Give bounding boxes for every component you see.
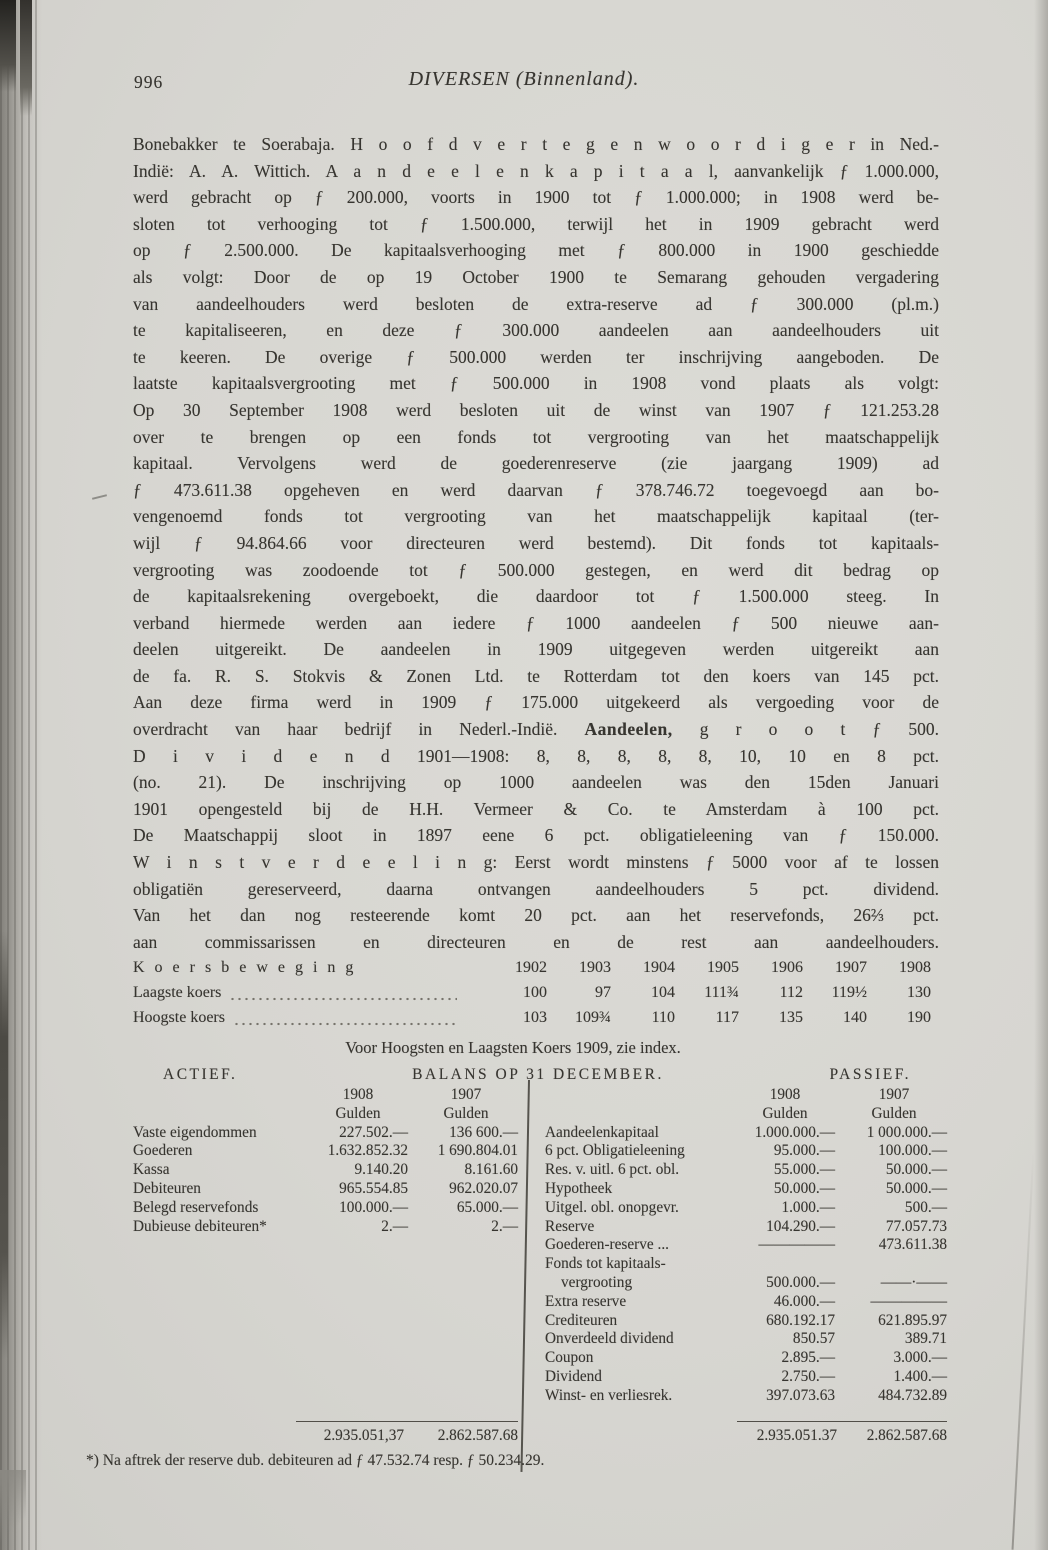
hoogste-values [483, 1009, 931, 1027]
balance-value-1908: 850.57 [792, 1330, 835, 1348]
actief-rows [133, 1124, 518, 1237]
balance-value-1908: 104.290.— [766, 1217, 835, 1235]
balance-row [545, 1255, 947, 1274]
koers-value: 130 [907, 984, 931, 1001]
balance-row-label: Vaste eigendommen [133, 1123, 257, 1141]
balance-row-label: vergrooting [561, 1273, 633, 1291]
balance-value-1908: 55.000.— [773, 1161, 835, 1179]
balance-value-1907: 962.020.07 [449, 1179, 518, 1197]
balance-row [545, 1199, 947, 1218]
balance-row-label: Reserve [545, 1217, 595, 1235]
text-line: vergrooting was zoodoende tot ƒ 500.000 gestegen, en werd dit bedrag op [133, 559, 939, 580]
koers-year: 1904 [643, 959, 675, 976]
balance-value-1907: 2.— [491, 1217, 518, 1235]
total-rule [737, 1421, 947, 1422]
total-rule [296, 1421, 518, 1422]
balance-row-label: Extra reserve [545, 1292, 627, 1310]
running-header: DIVERSEN (Binnenland). [408, 68, 640, 90]
pencil-tick-mark [92, 494, 107, 500]
koers-value: 104 [651, 984, 675, 1001]
text-line: ƒ 473.611.38 opgeheven en werd daarvan ƒ 378.746.72 toegevoegd aan bo- [133, 479, 939, 500]
balance-value-1907: 484.732.89 [878, 1386, 947, 1404]
balance-row [545, 1274, 947, 1293]
koers-value: 103 [523, 1009, 547, 1026]
koers-value: 140 [843, 1009, 867, 1026]
balance-row [545, 1330, 947, 1349]
page-number: 996 [134, 72, 164, 92]
text-line: Op 30 September 1908 werd besloten uit de winst van 1907 ƒ 121.253.28 [133, 399, 939, 420]
column-unit: Gulden [443, 1104, 489, 1122]
balance-row [545, 1312, 947, 1331]
text-line: wijl ƒ 94.864.66 voor directeuren werd bestemd). Dit fonds tot kapitaals- [133, 532, 939, 553]
text-line: W i n s t v e r d e e l i n g: Eerst wordt minstens ƒ 5000 voor af te lossen [133, 852, 939, 873]
text-line: te keeren. De overige ƒ 500.000 werden ter inschrijving aangeboden. De [133, 346, 939, 367]
text-line: Aan deze firma werd in 1909 ƒ 175.000 uitgekeerd als vergoeding voor de [133, 692, 939, 713]
laagste-koers-label: Laagste koers [133, 984, 222, 1001]
balance-value-1908: 680.192.17 [766, 1311, 835, 1329]
balance-value-1907: 100.000.— [878, 1142, 947, 1160]
balance-row-label: Crediteuren [545, 1311, 618, 1329]
footnote: *) Na aftrek der reserve dub. debiteuren ad ƒ 47.532.74 resp. ƒ 50.234.29. [86, 1452, 545, 1469]
balance-row [545, 1180, 947, 1199]
text-line: verband hiermede werden aan iedere ƒ 1000 aandeelen ƒ 500 nieuwe aan- [133, 612, 939, 633]
year-header-row [545, 1086, 947, 1105]
koers-laagste-row [133, 984, 943, 1009]
balance-row [545, 1142, 947, 1161]
balance-value-1907: ——·—— [880, 1273, 947, 1291]
text-line-aandeelen [133, 716, 939, 743]
balance-value-1908: 1.000.000.— [754, 1123, 835, 1141]
column-year-1908: 1908 [769, 1086, 801, 1103]
balance-row-label: Dividend [545, 1367, 602, 1385]
balance-row-label: Res. v. uitl. 6 pct. obl. [545, 1161, 680, 1179]
text-segment: g r o o t ƒ 500. [672, 719, 939, 740]
article-body [133, 131, 939, 955]
balance-value-1907: 8.161.60 [464, 1161, 518, 1179]
actief-total-1907: 2.862.587.68 [437, 1427, 518, 1444]
balance-value-1907: 621.895.97 [878, 1311, 947, 1329]
text-line: Bonebakker te Soerabaja. H o o f d v e r t e g e n w o o r d i g e r in Ned.- [133, 134, 939, 154]
balance-row-label: Coupon [545, 1349, 594, 1367]
balance-value-1908: 1.000.— [781, 1198, 835, 1216]
balance-value-1907: ————— [870, 1292, 947, 1310]
balance-row-label: Dubieuse debiteuren* [133, 1217, 267, 1235]
page-curl-line [1012, 1150, 1035, 1550]
balance-value-1907: 50.000.— [885, 1179, 947, 1197]
koers-years [483, 959, 931, 977]
passief-table [545, 1086, 947, 1406]
balance-row-label: Aandeelenkapitaal [545, 1123, 659, 1141]
text-line: kapitaal. Vervolgens werd de goederenreserve (zie jaargang 1909) ad [133, 453, 939, 474]
text-line: de kapitaalsrekening overgeboekt, die daardoor tot ƒ 1.500.000 steeg. In [133, 586, 939, 607]
balance-value-1908: ————— [758, 1236, 835, 1254]
balance-row-label: Fonds tot kapitaals- [545, 1255, 666, 1273]
koers-year: 1902 [515, 959, 547, 976]
text-line: laatste kapitaalsvergrooting met ƒ 500.000 in 1908 vond plaats als volgt: [133, 373, 939, 394]
koers-value: 190 [907, 1009, 931, 1026]
balance-row-label: Kassa [133, 1161, 170, 1179]
column-year-1908: 1908 [342, 1086, 374, 1103]
text-line: obligatiën gereserveerd, daarna ontvangen aandeelhouders 5 pct. dividend. [133, 878, 939, 899]
laagste-values [483, 984, 931, 1002]
text-line: te kapitaliseeren, en deze ƒ 300.000 aandeelen aan aandeelhouders uit [133, 320, 939, 341]
text-line: (no. 21). De inschrijving op 1000 aandeelen was den 15den Januari [133, 772, 939, 793]
unit-header-row [133, 1105, 518, 1124]
koers-value: 119½ [831, 984, 867, 1001]
balance-row-label: 6 pct. Obligatieleening [545, 1142, 685, 1160]
year-header-row [133, 1086, 518, 1105]
passief-total [737, 1421, 947, 1445]
balance-value-1908: 2.895.— [781, 1349, 835, 1367]
text-line: deelen uitgereikt. De aandeelen in 1909 uitgegeven werden uitgereikt aan [133, 639, 939, 660]
koers-value: 135 [779, 1009, 803, 1026]
koers-value: 109¾ [575, 1009, 611, 1026]
scan-edge-shadow [1034, 0, 1048, 1550]
koers-year: 1903 [579, 959, 611, 976]
balance-row-label: Onverdeeld dividend [545, 1330, 674, 1348]
koers-value: 110 [651, 1009, 675, 1026]
text-line: Indië: A. A. Wittich. A a n d e e l e n k a p i t a a l, aanvankelijk ƒ 1.000.000, [133, 160, 939, 181]
balance-value-1907: 1.400.— [893, 1367, 947, 1385]
balance-row [133, 1161, 518, 1180]
passief-heading: PASSIEF. [829, 1066, 911, 1083]
balance-value-1907: 473.611.38 [878, 1236, 947, 1254]
balance-row-label: Goederen [133, 1142, 193, 1160]
text-line: sloten tot verhooging tot ƒ 1.500.000, terwijl het in 1909 gebracht werd [133, 213, 939, 234]
balance-row [133, 1180, 518, 1199]
koers-year: 1907 [835, 959, 867, 976]
balance-row [545, 1218, 947, 1237]
hoogste-koers-label: Hoogste koers [133, 1009, 225, 1026]
balance-header [133, 1066, 943, 1086]
balance-row-label: Debiteuren [133, 1179, 201, 1197]
balance-row [133, 1142, 518, 1161]
balance-row [545, 1368, 947, 1387]
scan-edge-mark [0, 930, 8, 1360]
text-segment: overdracht van haar bedrijf in Nederl.-Indië. [133, 719, 585, 740]
balance-value-1908: 50.000.— [773, 1179, 835, 1197]
balance-value-1908: 1.632.852.32 [327, 1142, 408, 1160]
koers-value: 100 [523, 984, 547, 1001]
column-unit: Gulden [335, 1104, 381, 1122]
text-line: op ƒ 2.500.000. De kapitaalsverhooging met ƒ 800.000 in 1900 geschiedde [133, 240, 939, 261]
balance-value-1907: 500.— [904, 1198, 947, 1216]
balance-row [133, 1199, 518, 1218]
balance-column-divider [520, 1080, 529, 1472]
balance-value-1908: 9.140.20 [354, 1161, 408, 1179]
koers-year: 1905 [707, 959, 739, 976]
balance-row [545, 1161, 947, 1180]
balance-value-1907: 50.000.— [885, 1161, 947, 1179]
balance-value-1908: 500.000.— [766, 1273, 835, 1291]
balance-row-label: Goederen-reserve ... [545, 1236, 670, 1254]
koers-year: 1906 [771, 959, 803, 976]
balance-row [545, 1124, 947, 1143]
text-line: Van het dan nog resteerende komt 20 pct. aan het reservefonds, 26⅔ pct. [133, 905, 939, 926]
balance-row-label: Uitgel. obl. onopgevr. [545, 1198, 679, 1216]
balance-row [133, 1218, 518, 1237]
text-line: De Maatschappij sloot in 1897 eene 6 pct. obligatieleening van ƒ 150.000. [133, 825, 939, 846]
balance-row-label: Hypotheek [545, 1179, 613, 1197]
text-line: van aandeelhouders werd besloten de extra-reserve ad ƒ 300.000 (pl.m.) [133, 293, 939, 314]
passief-total-1907: 2.862.587.68 [866, 1427, 947, 1444]
text-line: over te brengen op een fonds tot vergrooting van het maatschappelijk [133, 426, 939, 447]
column-unit: Gulden [871, 1104, 917, 1122]
balance-value-1907: 65.000.— [456, 1198, 518, 1216]
koers-year: 1908 [899, 959, 931, 976]
balance-value-1907: 389.71 [904, 1330, 947, 1348]
balance-value-1908: 2.750.— [781, 1367, 835, 1385]
balance-row-label: Winst- en verliesrek. [545, 1386, 673, 1404]
text-line: aan commissarissen en directeuren en de rest aan aandeelhouders. [133, 931, 939, 952]
dotted-leader [233, 1009, 457, 1027]
unit-header-row [545, 1105, 947, 1124]
balance-title: BALANS OP 31 DECEMBER. [412, 1066, 664, 1083]
koers-title: K o e r s b e w e g i n g [133, 959, 357, 976]
koersbeweging-table [133, 959, 943, 1058]
dotted-leader [229, 984, 457, 1002]
paragraph-block [133, 743, 939, 956]
balance-value-1907: 77.057.73 [885, 1217, 947, 1235]
text-line: als volgt: Door de op 19 October 1900 te Semarang gehouden vergadering [133, 266, 939, 287]
text-line: 1901 opengesteld bij de H.H. Vermeer & Co. te Amsterdam à 100 pct. [133, 798, 939, 819]
balance-value-1907: 136 600.— [449, 1123, 518, 1141]
balance-value-1908: 100.000.— [339, 1198, 408, 1216]
balance-row [545, 1349, 947, 1368]
scan-edge-mark [20, 0, 32, 116]
actief-total-1908: 2.935.051,37 [323, 1427, 404, 1444]
text-line: werd gebracht op ƒ 200.000, voorts in 1900 tot ƒ 1.000.000; in 1908 werd be- [133, 187, 939, 208]
balance-value-1908: 397.073.63 [766, 1386, 835, 1404]
column-year-1907: 1907 [878, 1086, 910, 1103]
text-line: vengenoemd fonds tot vergrooting van het maatschappelijk kapitaal (ter- [133, 506, 939, 527]
balance-value-1907: 1 690.804.01 [437, 1142, 518, 1160]
balance-value-1908: 95.000.— [773, 1142, 835, 1160]
aandeelen-keyword: Aandeelen, [584, 719, 673, 740]
koers-value: 97 [595, 984, 611, 1001]
balance-row-label: Belegd reservefonds [133, 1198, 259, 1216]
passief-total-1908: 2.935.051.37 [756, 1427, 837, 1444]
column-year-1907: 1907 [450, 1086, 482, 1103]
balance-value-1907: 1 000.000.— [866, 1123, 947, 1141]
actief-total [296, 1421, 518, 1445]
column-unit: Gulden [762, 1104, 808, 1122]
actief-table [133, 1086, 518, 1236]
koers-hoogste-row [133, 1009, 943, 1034]
actief-heading: ACTIEF. [163, 1066, 238, 1083]
koers-value: 117 [715, 1009, 739, 1026]
koers-index-note: Voor Hoogsten en Laagsten Koers 1909, zie index. [345, 1038, 681, 1057]
balance-row [133, 1124, 518, 1143]
text-line: de fa. R. S. Stokvis & Zonen Ltd. te Rotterdam tot den koers van 145 pct. [133, 665, 939, 686]
paragraph-block [133, 131, 939, 716]
koers-value: 112 [779, 984, 803, 1001]
balance-row [545, 1293, 947, 1312]
balance-value-1908: 46.000.— [773, 1292, 835, 1310]
balance-row [545, 1236, 947, 1255]
scan-edge-mark [0, 1470, 26, 1550]
balance-value-1908: 2.— [381, 1217, 408, 1235]
balance-row [545, 1387, 947, 1406]
balance-value-1907: 3.000.— [893, 1349, 947, 1367]
koers-value: 111¾ [704, 984, 739, 1001]
balance-value-1908: 965.554.85 [339, 1179, 408, 1197]
text-line: D i v i d e n d 1901—1908: 8, 8, 8, 8, 8, 10, 10 en 8 pct. [133, 745, 939, 766]
passief-rows [545, 1124, 947, 1406]
koers-header-row [133, 959, 943, 984]
balance-value-1908: 227.502.— [339, 1123, 408, 1141]
